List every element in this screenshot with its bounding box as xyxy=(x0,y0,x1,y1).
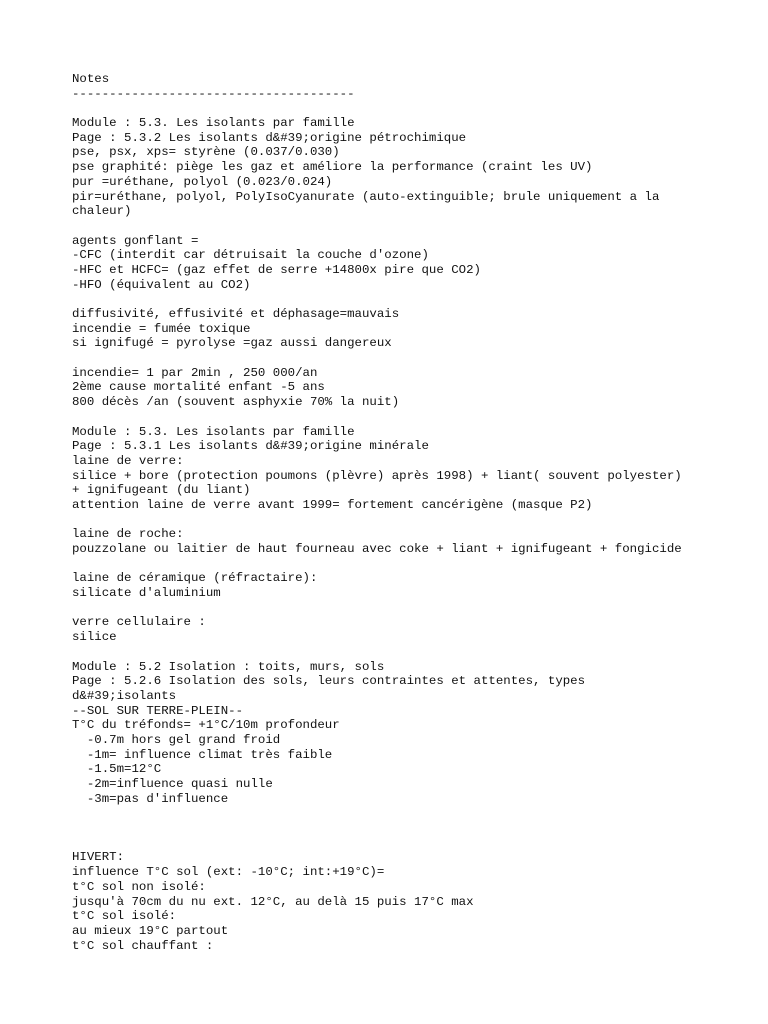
text-line: pur =uréthane, polyol (0.023/0.024) xyxy=(72,174,333,189)
text-line: Page : 5.2.6 Isolation des sols, leurs contraintes et attentes, types xyxy=(72,674,586,689)
text-line xyxy=(72,101,732,116)
text-line xyxy=(72,601,732,616)
text-line: --SOL SUR TERRE-PLEIN-- xyxy=(72,703,244,718)
text-line: laine de verre: xyxy=(72,453,184,468)
text-line: -1.5m=12°C xyxy=(72,762,162,777)
text-line: Page : 5.3.2 Les isolants d&#39;origine pétrochimique xyxy=(72,130,467,145)
text-line: au mieux 19°C partout xyxy=(72,923,229,938)
text-line: d&#39;isolants xyxy=(72,688,177,703)
text-line: -HFC et HCFC= (gaz effet de serre +14800x pire que CO2) xyxy=(72,262,481,277)
text-line: diffusivité, effusivité et déphasage=mauvais xyxy=(72,307,400,321)
text-line: incendie = fumée toxique xyxy=(72,321,251,336)
text-line: silicate d'aluminium xyxy=(72,586,221,601)
text-line: agents gonflant = xyxy=(72,233,199,248)
text-line: attention laine de verre avant 1999= fortement cancérigène (masque P2) xyxy=(72,497,593,512)
text-line: -1m= influence climat très faible xyxy=(72,747,333,762)
text-line: -------------------------------------- xyxy=(72,86,355,101)
text-line: verre cellulaire : xyxy=(72,615,206,630)
text-line xyxy=(72,351,732,366)
text-line xyxy=(72,410,732,425)
text-line: Page : 5.3.1 Les isolants d&#39;origine minérale xyxy=(72,439,429,454)
text-line: pse, psx, xps= styrène (0.037/0.030) xyxy=(72,145,340,160)
text-line: -CFC (interdit car détruisait la couche d'ozone) xyxy=(72,248,429,263)
text-line: 2ème cause mortalité enfant -5 ans xyxy=(72,380,325,395)
text-line: -2m=influence quasi nulle xyxy=(72,777,273,791)
text-line xyxy=(72,557,732,572)
text-line xyxy=(72,513,732,528)
text-line: -HFO (équivalent au CO2) xyxy=(72,277,251,292)
text-line: pir=uréthane, polyol, PolyIsoCyanurate (auto-extinguible; brule uniquement a la xyxy=(72,189,660,204)
text-line: -3m=pas d'influence xyxy=(72,791,229,806)
text-line: pse graphité: piège les gaz et améliore la performance (craint les UV) xyxy=(72,160,593,175)
text-line: laine de roche: xyxy=(72,527,184,542)
text-line: 800 décès /an (souvent asphyxie 70% la nuit) xyxy=(72,395,400,410)
text-line: t°C sol isolé: xyxy=(72,909,177,924)
text-line xyxy=(72,219,732,234)
text-line: chaleur) xyxy=(72,204,132,219)
text-line: Module : 5.3. Les isolants par famille xyxy=(72,424,355,439)
text-line xyxy=(72,806,732,821)
text-line: t°C sol chauffant : xyxy=(72,938,214,953)
text-line: pouzzolane ou laitier de haut fourneau avec coke + liant + ignifugeant + fongicide xyxy=(72,542,682,556)
text-line: jusqu'à 70cm du nu ext. 12°C, au delà 15 puis 17°C max xyxy=(72,894,474,909)
text-line: Module : 5.2 Isolation : toits, murs, sols xyxy=(72,659,385,674)
text-line xyxy=(72,645,732,660)
text-line: Module : 5.3. Les isolants par famille xyxy=(72,116,355,131)
text-line xyxy=(72,836,732,851)
text-line xyxy=(72,292,732,307)
text-line: laine de céramique (réfractaire): xyxy=(72,571,318,586)
document-page xyxy=(72,72,732,953)
text-line: -0.7m hors gel grand froid xyxy=(72,732,281,747)
text-line: + ignifugeant (du liant) xyxy=(72,483,251,498)
text-line: t°C sol non isolé: xyxy=(72,879,206,894)
text-line: Notes xyxy=(72,72,110,86)
text-line: influence T°C sol (ext: -10°C; int:+19°C)= xyxy=(72,865,385,880)
text-line: HIVERT: xyxy=(72,850,125,865)
text-line: silice + bore (protection poumons (plèvre) après 1998) + liant( souvent polyester) xyxy=(72,468,682,483)
text-line: si ignifugé = pyrolyse =gaz aussi dangereux xyxy=(72,336,392,351)
text-line: incendie= 1 par 2min , 250 000/an xyxy=(72,365,318,380)
text-line: T°C du tréfonds= +1°C/10m profondeur xyxy=(72,718,340,733)
text-line: silice xyxy=(72,630,117,645)
text-line xyxy=(72,821,732,836)
